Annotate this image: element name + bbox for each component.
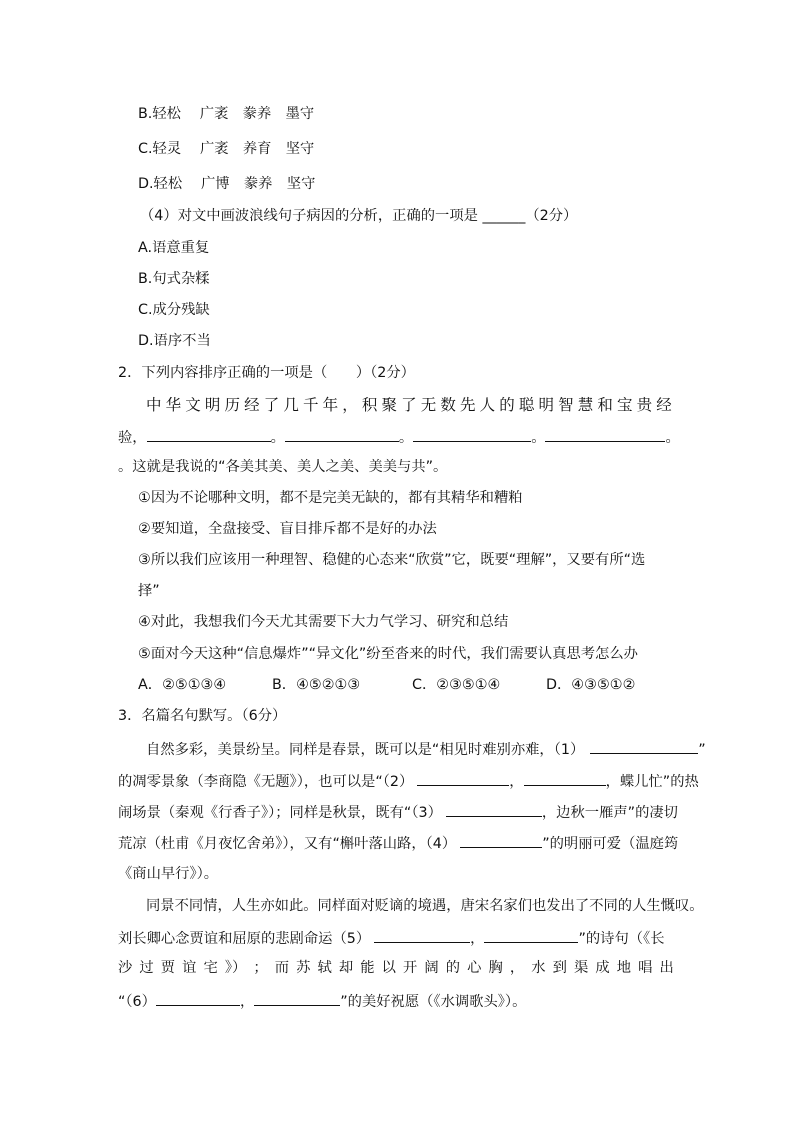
q2-option-b[interactable]: B．④⑤②①③ bbox=[272, 677, 361, 693]
q2-passage-line-1-char: 华 bbox=[165, 396, 182, 414]
q2-sentence-4: ④对此，我想我们今天尤其需要下大力气学习、研究和总结 bbox=[138, 614, 509, 630]
q2-passage-line-1 bbox=[146, 395, 672, 415]
q3-line-8-char: 成 bbox=[595, 960, 610, 976]
q2-passage-line-1-char: 几 bbox=[283, 396, 299, 414]
q1-option-b: B.轻松 广袤 豢养 墨守 bbox=[138, 106, 315, 122]
q3-line-8-char: 以 bbox=[381, 960, 396, 976]
q1-4-option-b: B.句式杂糅 bbox=[138, 271, 210, 287]
q3-line-8-char: 水 bbox=[531, 960, 546, 976]
q2-passage-line-1-char: 人 bbox=[479, 396, 496, 414]
q3-line-7 bbox=[118, 927, 665, 949]
q3-blank-5a[interactable] bbox=[374, 927, 470, 943]
q3-line-8-char: 阔 bbox=[424, 960, 439, 976]
q3-blank-3[interactable] bbox=[446, 801, 542, 817]
q3-blank-4[interactable] bbox=[460, 832, 542, 848]
q3-line-9-comma: ， bbox=[239, 994, 255, 1010]
q3-line-7-tail: ”的诗句（《长 bbox=[578, 931, 665, 947]
q3-line-1 bbox=[146, 738, 706, 760]
q1-4-option-d: D.语序不当 bbox=[138, 333, 211, 349]
q3-line-8-char: 宅 bbox=[203, 960, 218, 976]
q3-blank-6a[interactable] bbox=[156, 990, 240, 1006]
q2-passage-line-1-char: 聚 bbox=[381, 396, 398, 414]
q3-line-8-char: 过 bbox=[139, 960, 154, 976]
q2-passage-line-1-char: 明 bbox=[538, 396, 555, 414]
q2-passage-line-1-char: 贵 bbox=[636, 396, 653, 414]
q3-line-8-char: 渠 bbox=[574, 960, 589, 976]
q3-line-6: 同景不同情，人生亦如此。同样面对贬谪的境遇，唐宋名家们也发出了不同的人生慨叹。 bbox=[146, 898, 704, 914]
q3-line-8-char: 而 bbox=[274, 960, 290, 976]
q3-line-7-text: 刘长卿心念贾谊和屈原的悲剧命运（5） bbox=[118, 931, 371, 947]
q2-sentence-3a: ③所以我们应该用一种理智、稳健的心态来“欣赏”它，既要“理解”，又要有所“选 bbox=[138, 552, 646, 568]
q3-line-5: 《商山早行》）。 bbox=[118, 866, 219, 882]
q3-line-2-text: 的凋零景象（李商隐《无题》），也可以是“（2） bbox=[118, 774, 414, 790]
q2-passage-line-1-char: 聪 bbox=[518, 396, 535, 414]
q3-line-7-comma: ， bbox=[470, 931, 485, 947]
q3-line-3-tail: ，边秋一雁声”的凄切 bbox=[541, 805, 678, 821]
q3-line-8-char: 苏 bbox=[296, 960, 311, 976]
q3-line-2-comma: ， bbox=[509, 774, 524, 790]
q1-option-c: C.轻灵 广袤 养育 坚守 bbox=[138, 141, 315, 157]
q3-line-8-char: ； bbox=[253, 960, 268, 976]
q3-line-8-char: 的 bbox=[445, 960, 461, 976]
q2-sep: 。 bbox=[398, 430, 414, 446]
q3-line-2 bbox=[118, 770, 699, 792]
q3-line-8-char: 谊 bbox=[182, 960, 197, 976]
q3-line-2-tail: ，蝶儿忙”的热 bbox=[605, 774, 699, 790]
q2-sep: 。 bbox=[270, 430, 285, 446]
q2-passage-line-1-char: 千 bbox=[303, 396, 319, 414]
q2-blank-2[interactable] bbox=[285, 426, 399, 442]
q3-blank-5b[interactable] bbox=[484, 927, 578, 943]
q1-option-d: D.轻松 广博 豢养 坚守 bbox=[138, 176, 316, 192]
q2-option-c[interactable]: C．②③⑤①④ bbox=[412, 677, 501, 693]
q2-passage-line-1-char: 了 bbox=[401, 396, 417, 414]
q3-line-9-tail: ”的美好祝愿（《水调歌头》）。 bbox=[340, 994, 527, 1010]
q3-line-9 bbox=[118, 990, 526, 1012]
q3-line-8-char: 出 bbox=[659, 960, 674, 976]
q2-passage-line-1-char: 了 bbox=[263, 396, 280, 414]
q3-line-8-char: 心 bbox=[467, 960, 482, 976]
q3-line-9-text: “（6） bbox=[118, 994, 156, 1010]
q3-blank-2b[interactable] bbox=[524, 770, 606, 786]
q3-line-3 bbox=[118, 801, 678, 823]
q2-blank-1[interactable] bbox=[147, 426, 271, 442]
q2-sentence-3b: 择” bbox=[138, 583, 160, 599]
q3-line-8-char: ， bbox=[509, 960, 525, 976]
q3-line-8-char: 却 bbox=[338, 960, 354, 976]
q2-passage-line-2 bbox=[118, 426, 680, 448]
q2-passage-line-1-char: 积 bbox=[361, 396, 378, 414]
q3-line-8-char: 能 bbox=[360, 960, 375, 976]
q2-passage-line-1-char: 中 bbox=[146, 396, 162, 414]
q3-line-8-char: 沙 bbox=[118, 960, 133, 976]
q3-line-8-char: 》） bbox=[224, 960, 247, 976]
q2-passage-line-1-char: 智 bbox=[558, 396, 574, 414]
q2-passage-line-1-char: 明 bbox=[204, 396, 221, 414]
q2-sentence-5: ⑤面对今天这种“信息爆炸”“异文化”纷至沓来的时代，我们需要认真思考怎么办 bbox=[138, 646, 638, 662]
q2-passage-line-1-char: 年 bbox=[322, 396, 339, 414]
q2-sep: 。 bbox=[665, 430, 680, 446]
q2-passage-line-1-char: ， bbox=[342, 396, 358, 414]
q1-4-option-a: A.语意重复 bbox=[138, 240, 210, 256]
q2-passage-line-1-char: 经 bbox=[244, 396, 260, 414]
q2-passage-line-1-char: 的 bbox=[499, 396, 515, 414]
q3-line-8-char: 轼 bbox=[317, 960, 332, 976]
q3-line-1-text: 自然多彩，美景纷呈。同样是春景，既可以是“相见时难别亦难，（1） bbox=[146, 742, 585, 758]
q3-blank-6b[interactable] bbox=[254, 990, 340, 1006]
q3-line-4-tail: ”的明丽可爱（温庭筠 bbox=[542, 836, 679, 852]
q2-sep: 。 bbox=[531, 430, 546, 446]
q2-sentence-2: ②要知道，全盘接受、盲目排斥都不是好的办法 bbox=[138, 521, 437, 537]
q3-heading: 3．名篇名句默写。（6分） bbox=[118, 708, 287, 724]
q2-sentence-1: ①因为不论哪种文明，都不是完美无缺的，都有其精华和糟粕 bbox=[138, 490, 523, 506]
q1-4-stem: （4）对文中画波浪线句子病因的分析，正确的一项是 ______（2分） bbox=[140, 208, 578, 224]
q3-line-8 bbox=[118, 958, 674, 978]
q2-passage-line-1-char: 无 bbox=[420, 396, 437, 414]
q3-line-3-text: 闹场景（秦观《行香子》）；同样是秋景，既有“（3） bbox=[118, 805, 442, 821]
q2-passage-start: 验， bbox=[118, 430, 147, 446]
q2-passage-line-3: 。这就是我说的“各美其美、美人之美、美美与共”。 bbox=[118, 459, 448, 475]
q2-option-a[interactable]: A．②⑤①③④ bbox=[138, 677, 227, 693]
q1-4-option-c: C.成分残缺 bbox=[138, 302, 210, 318]
q3-blank-1[interactable] bbox=[590, 738, 698, 754]
q3-line-8-char: 地 bbox=[616, 960, 632, 976]
q3-line-1-close: ” bbox=[698, 742, 706, 758]
q3-line-8-char: 开 bbox=[403, 960, 418, 976]
q3-line-8-char: 胸 bbox=[488, 960, 503, 976]
q3-line-4-text: 荒凉（杜甫《月夜忆舍弟》），又有“槲叶落山路，（4） bbox=[118, 836, 457, 852]
q3-line-8-char: 唱 bbox=[638, 960, 653, 976]
q3-blank-2a[interactable] bbox=[417, 770, 509, 786]
q2-blank-4[interactable] bbox=[545, 426, 665, 442]
q2-passage-line-1-char: 和 bbox=[597, 396, 613, 414]
q3-line-4 bbox=[118, 832, 678, 854]
q2-passage-line-1-char: 数 bbox=[440, 396, 456, 414]
q3-line-8-char: 到 bbox=[552, 960, 567, 976]
q3-line-8-char: 贾 bbox=[160, 960, 176, 976]
q2-heading: 2．下列内容排序正确的一项是（ ）（2分） bbox=[118, 365, 415, 381]
q2-passage-line-1-char: 宝 bbox=[617, 396, 633, 414]
q2-passage-line-1-char: 文 bbox=[185, 396, 201, 414]
q2-passage-line-1-char: 经 bbox=[656, 396, 672, 414]
q2-passage-line-1-char: 先 bbox=[460, 396, 476, 414]
q2-passage-line-1-char: 历 bbox=[224, 396, 241, 414]
q2-passage-line-1-char: 慧 bbox=[577, 396, 594, 414]
q2-blank-3[interactable] bbox=[413, 426, 531, 442]
q2-option-d[interactable]: D．④③⑤①② bbox=[546, 677, 636, 693]
